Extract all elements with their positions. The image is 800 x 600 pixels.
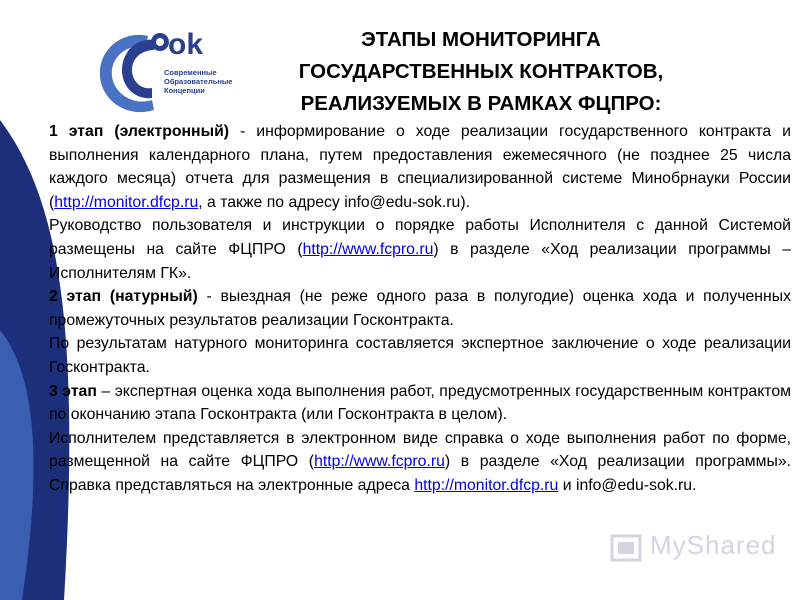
page-title [226, 24, 736, 120]
stage-1-text-end: , а также по адресу info@edu-sok.ru). [198, 193, 470, 211]
stage-1-text: - информирование о ходе реализации государственного контракта и выполнения календарного плана, путем предоставления ежемесячного (не позднее 25 числа каждого месяца) отчета для размещения в специализированной системе Минобрнауки России ( [49, 123, 791, 211]
expert-conclusion-text: По результатам натурного мониторинга составляется экспертное заключение о ходе реализации Госконтракта. [49, 335, 791, 376]
logo [92, 14, 232, 124]
title-line-2: ГОСУДАРСТВЕННЫХ КОНТРАКТОВ, [298, 60, 664, 83]
fcpro-link-2[interactable]: http://www.fcpro.ru [314, 453, 445, 471]
monitor-link[interactable]: http://monitor.dfcp.ru [54, 193, 199, 211]
title-line-3: РЕАЛИЗУЕМЫХ В РАМКАХ ФЦПРО: [300, 92, 662, 115]
report-text-end: и info@edu-sok.ru. [558, 476, 697, 494]
content-body [49, 120, 791, 498]
paragraph-stage-3 [49, 380, 791, 427]
logo-line-2: Образовательные [164, 77, 233, 86]
logo-line-1: Современные [164, 68, 217, 77]
stage-3-heading: 3 этап [49, 382, 97, 400]
manual-text-end: ) в разделе «Ход реализации программы – Исполнителям ГК». [49, 240, 791, 282]
stage-1-heading: 1 этап (электронный) [49, 123, 230, 140]
watermark-text: MyShared [650, 530, 777, 560]
paragraph-manual [49, 214, 791, 285]
manual-text: Руководство пользователя и инструкции о порядке работы Исполнителя с данной Системой размещены на сайте ФЦПРО ( [49, 217, 791, 258]
stage-3-text: – экспертная оценка хода выполнения работ, предусмотренных государственным контрактом по окончанию этапа Госконтракта (или Госконтракта в целом). [49, 382, 791, 424]
paragraph-report [49, 427, 791, 498]
stage-2-heading: 2 этап (натурный) [49, 288, 198, 306]
report-text-mid: ) в разделе «Ход реализации программы». Справка представляться на электронные адреса [49, 453, 791, 494]
logo-line-3: Концепции [164, 86, 205, 95]
fcpro-link[interactable]: http://www.fcpro.ru [302, 240, 434, 258]
paragraph-expert-conclusion [49, 332, 791, 379]
paragraph-stage-2 [49, 285, 791, 332]
report-text: Исполнителем представляется в электронном виде справка о ходе выполнения работ по форме, размещенной на сайте ФЦПРО ( [49, 429, 791, 471]
svg-text:ok: ok [168, 28, 204, 61]
logo-caption [164, 68, 232, 95]
paragraph-stage-1 [49, 120, 791, 214]
monitor-link-2[interactable]: http://monitor.dfcp.ru [414, 476, 559, 494]
title-line-1: ЭТАПЫ МОНИТОРИНГА [361, 28, 601, 51]
stage-2-text: - выездная (не реже одного раза в полугодие) оценка хода и полученных промежуточных результатов реализации Госконтракта. [49, 288, 791, 329]
